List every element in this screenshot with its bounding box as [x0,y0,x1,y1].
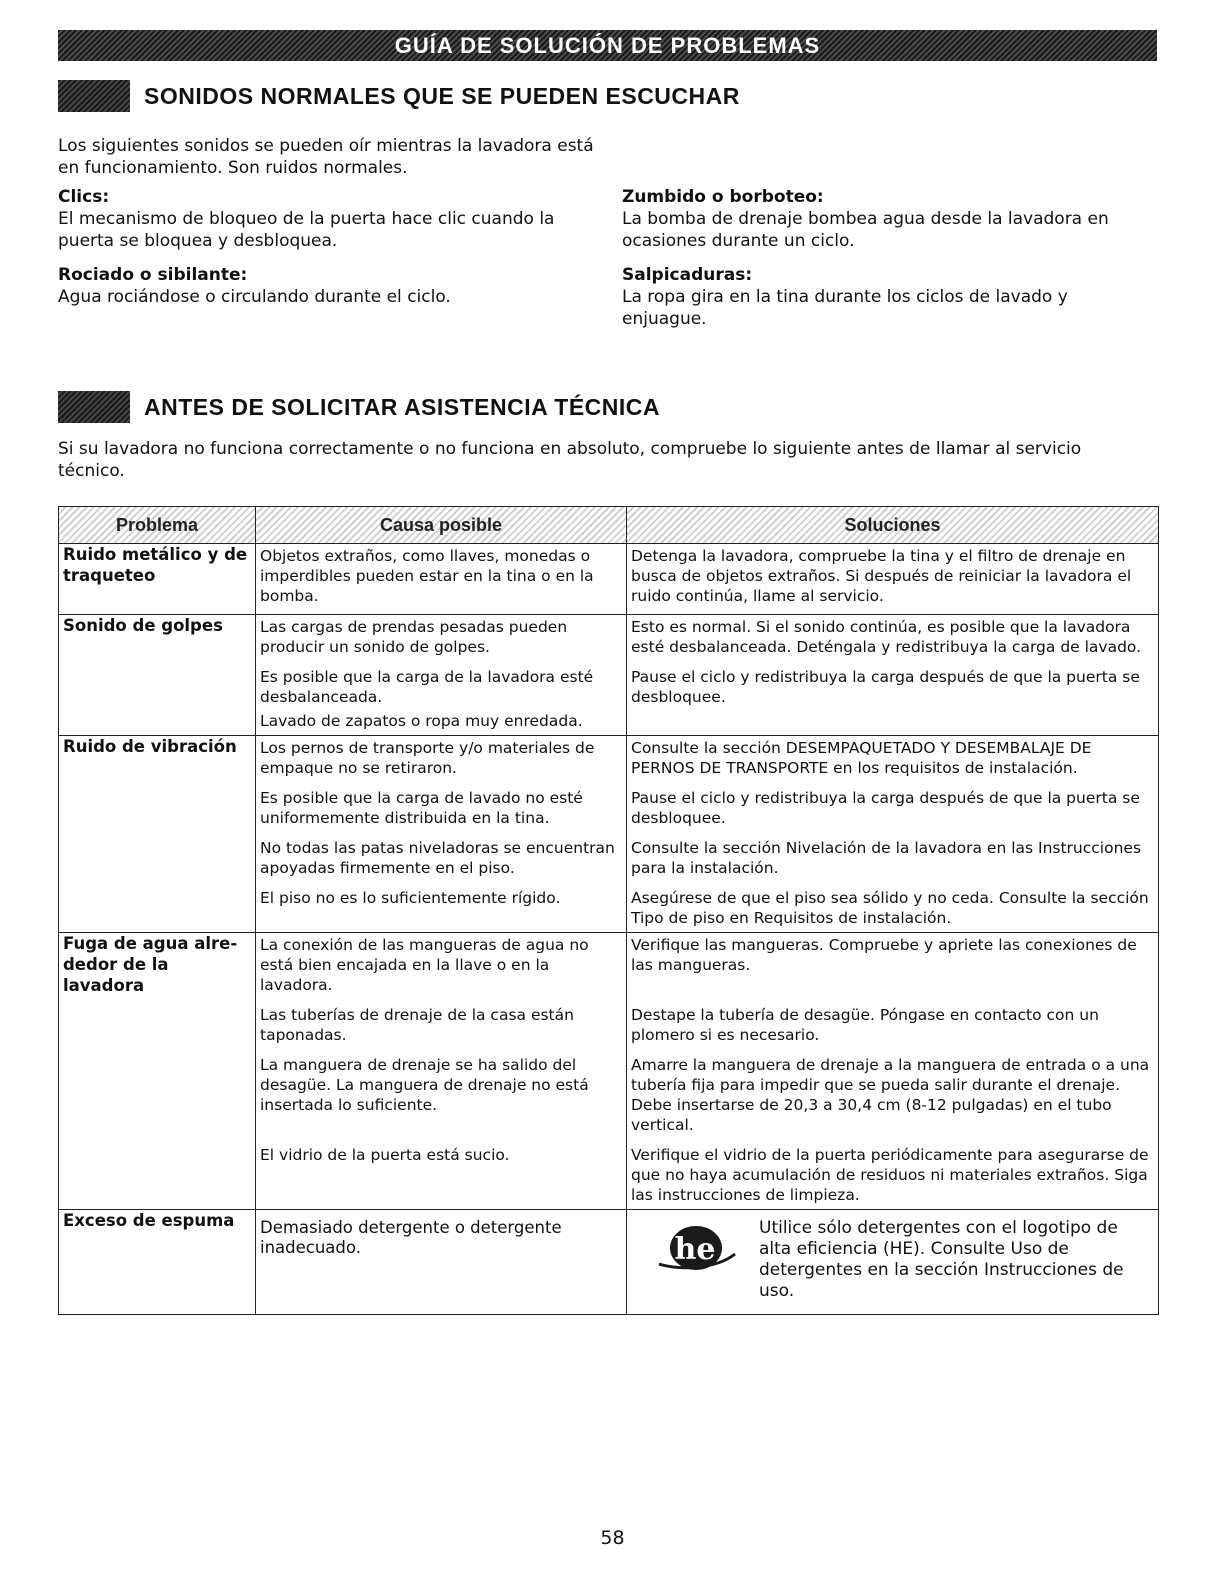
section-heading-sounds [58,80,740,112]
solution-cell [627,709,1159,736]
table-row [59,615,1159,666]
sound-title: Zumbido o borboteo: [622,187,824,207]
table-header-row [59,507,1159,544]
column-header-cause: Causa posible [256,507,627,544]
cause-cell: Los pernos de transporte y/o materiales de empaque no se retiraron. [256,736,627,787]
page-number: 58 [600,1527,625,1549]
he-logo-icon [655,1224,737,1274]
cause-cell: Es posible que la carga de lavado no esté uniformemente distribuida en la tina. [256,786,627,836]
table-row [59,1210,1159,1315]
cause-cell: La conexión de las mangueras de agua no está bien encajada en la llave o en la lavadora. [256,933,627,1004]
he-solution-text: Utilice sólo detergentes con el logotipo de alta eficiencia (HE). Consulte Uso de detergentes en la sección Instrucciones de uso. [759,1218,1124,1301]
cause-cell: Lavado de zapatos o ropa muy enredada. [256,709,627,736]
sound-text: Agua rociándose o circulando durante el ciclo. [58,287,451,307]
sound-title: Salpicaduras: [622,265,753,285]
solution-cell: Verifique las mangueras. Compruebe y apriete las conexiones de las mangueras. [627,933,1159,1004]
service-intro: Si su lavadora no funciona correctamente o no funciona en absoluto, compruebe lo siguiente antes de llamar al servicio técnico. [58,439,1082,481]
solution-cell: Destape la tubería de desagüe. Póngase en contacto con un plomero si es necesario. [627,1003,1159,1053]
solution-cell: Pause el ciclo y redistribuya la carga después de que la puerta se desbloquee. [627,665,1159,709]
solution-cell: Consulte la sección DESEMPAQUETADO Y DESEMBALAJE DE PERNOS DE TRANSPORTE en los requisitos de instalación. [627,736,1159,787]
problem-cell: Exceso de espuma [59,1210,256,1315]
solution-cell: Detenga la lavadora, compruebe la tina y el filtro de drenaje en busca de objetos extraños. Si después de reiniciar la lavadora el ruido continúa, llame al servicio. [627,544,1159,615]
sound-item [58,264,598,308]
solution-cell: Consulte la sección Nivelación de la lavadora en las Instrucciones para la instalación. [627,836,1159,886]
column-header-solution: Soluciones [627,507,1159,544]
sound-text: La ropa gira en la tina durante los ciclos de lavado y enjuague. [622,287,1068,329]
cause-cell: Es posible que la carga de la lavadora esté desbalanceada. [256,665,627,709]
page-banner: GUÍA DE SOLUCIÓN DE PROBLEMAS [58,30,1157,61]
problem-cell: Sonido de golpes [59,615,256,736]
problem-cell: Ruido metálico y de traqueteo [59,544,256,615]
problem-cell: Fuga de agua alre-dedor de la lavadora [59,933,256,1210]
cause-cell: Las tuberías de drenaje de la casa están taponadas. [256,1003,627,1053]
sound-title: Clics: [58,187,110,207]
section-title: SONIDOS NORMALES QUE SE PUEDEN ESCUCHAR [144,82,740,109]
solution-cell: Amarre la manguera de drenaje a la manguera de entrada o a una tubería fija para impedir que se pueda salir durante el drenaje. Debe insertarse de 20,3 a 30,4 cm (8-12 pulgadas) en el tubo vertical. [627,1053,1159,1143]
sound-item [622,186,1152,252]
solution-cell: Asegúrese de que el piso sea sólido y no ceda. Consulte la sección Tipo de piso en Requisitos de instalación. [627,886,1159,933]
table-row [59,933,1159,1004]
problem-cell: Ruido de vibración [59,736,256,933]
cause-cell: Demasiado detergente o detergente inadecuado. [256,1210,627,1315]
section-marker [58,80,130,112]
column-header-problem: Problema [59,507,256,544]
troubleshooting-table [58,506,1159,1315]
section-marker [58,391,130,423]
section-heading-service [58,391,660,423]
cause-cell: El piso no es lo suficientemente rígido. [256,886,627,933]
sound-item [622,264,1152,330]
cause-cell: Objetos extraños, como llaves, monedas o imperdibles pueden estar en la tina o en la bomba. [256,544,627,615]
table-row [59,736,1159,787]
sound-item [58,186,598,252]
solution-cell [627,1210,1159,1315]
he-logo-text: he [674,1232,716,1267]
sound-title: Rociado o sibilante: [58,265,248,285]
cause-cell: Las cargas de prendas pesadas pueden producir un sonido de golpes. [256,615,627,666]
solution-cell: Pause el ciclo y redistribuya la carga después de que la puerta se desbloquee. [627,786,1159,836]
section-title: ANTES DE SOLICITAR ASISTENCIA TÉCNICA [144,393,660,420]
sound-text: El mecanismo de bloqueo de la puerta hace clic cuando la puerta se bloquea y desbloquea. [58,209,555,251]
solution-cell: Esto es normal. Si el sonido continúa, es posible que la lavadora esté desbalanceada. Deténgala y redistribuya la carga de lavado. [627,615,1159,666]
table-row [59,544,1159,615]
cause-cell: La manguera de drenaje se ha salido del desagüe. La manguera de drenaje no está insertada lo suficiente. [256,1053,627,1143]
cause-cell: No todas las patas niveladoras se encuentran apoyadas firmemente en el piso. [256,836,627,886]
solution-cell: Verifique el vidrio de la puerta periódicamente para asegurarse de que no haya acumulación de residuos ni materiales extraños. Siga las instrucciones de limpieza. [627,1143,1159,1210]
sounds-intro: Los siguientes sonidos se pueden oír mientras la lavadora está en funcionamiento. Son ruidos normales. [58,136,594,178]
sound-text: La bomba de drenaje bombea agua desde la lavadora en ocasiones durante un ciclo. [622,209,1109,251]
cause-cell: El vidrio de la puerta está sucio. [256,1143,627,1210]
